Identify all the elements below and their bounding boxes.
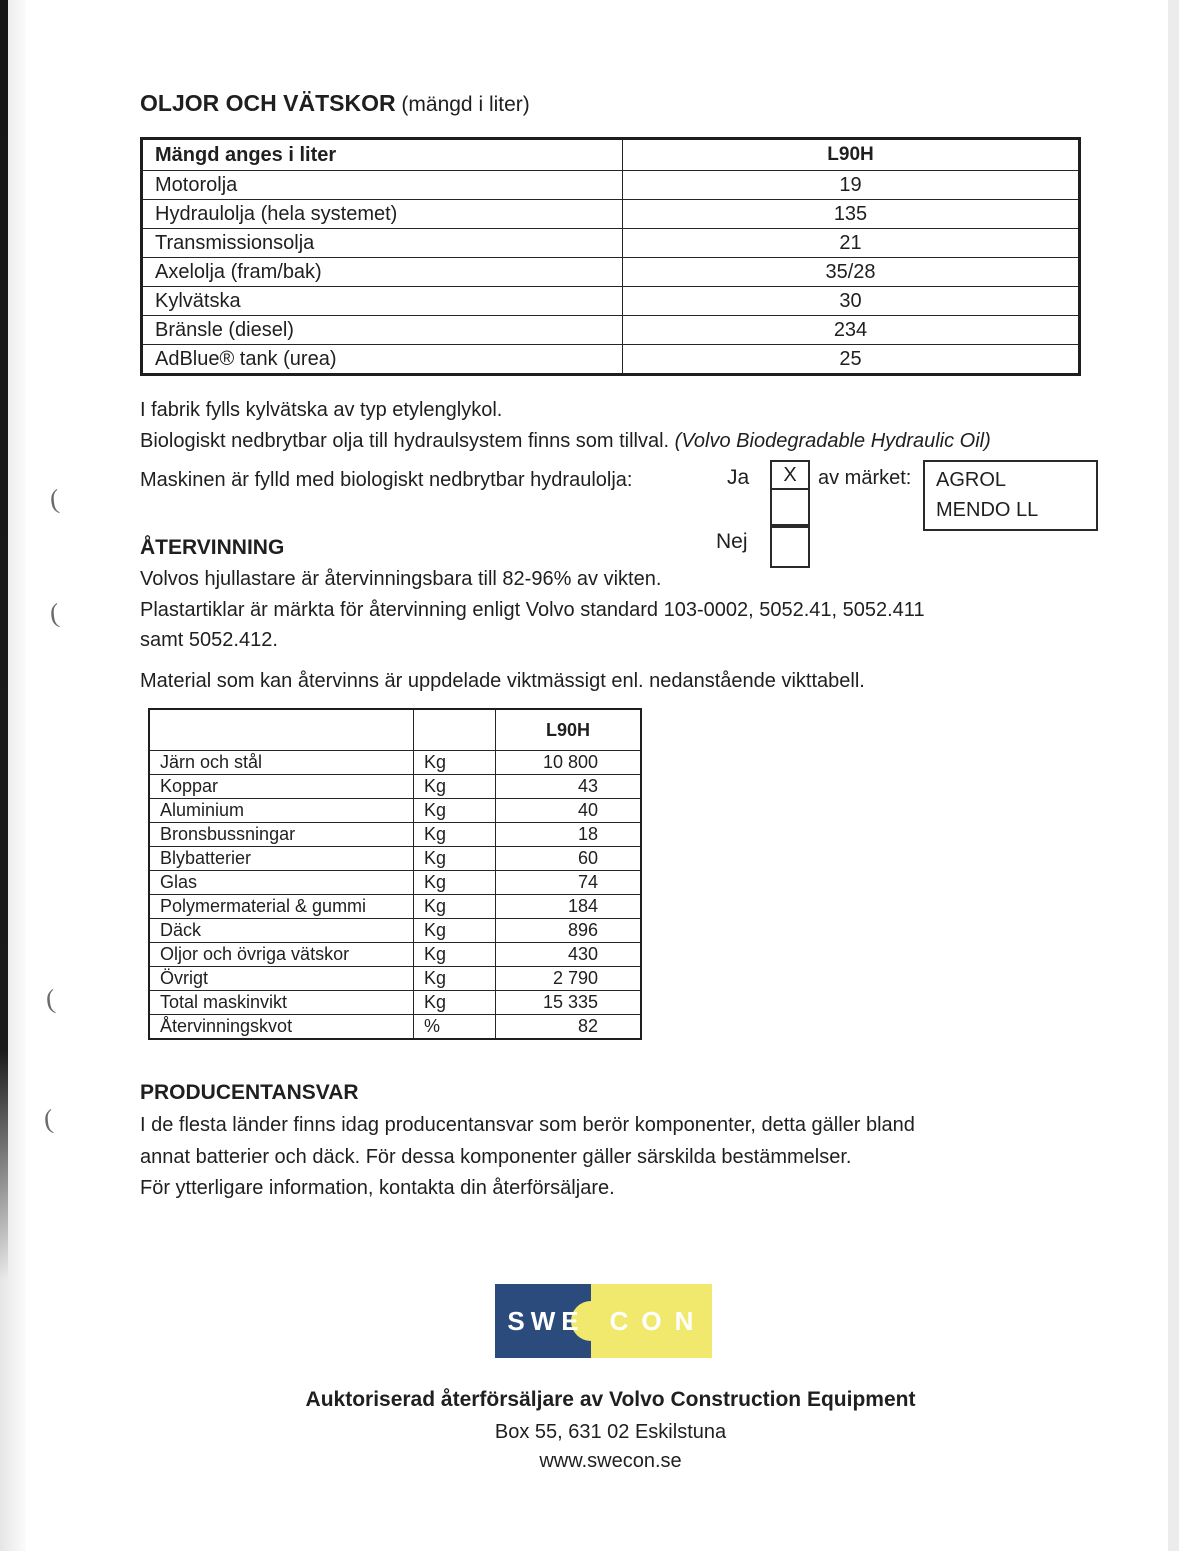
table-row <box>149 895 641 919</box>
material-unit: Kg <box>414 823 496 847</box>
material-value: 18 <box>496 823 642 847</box>
material-value: 60 <box>496 847 642 871</box>
recycling-line: Plastartiklar är märkta för återvinning enligt Volvo standard 103-0002, 5052.41, 5052.411 <box>140 599 925 621</box>
weight-table <box>148 708 642 1040</box>
material-unit: Kg <box>414 871 496 895</box>
fluid-name: Axelolja (fram/bak) <box>142 258 623 287</box>
table-row <box>149 751 641 775</box>
swecon-logo-text-con: CON <box>609 1305 707 1336</box>
fluids-header-label: Mängd anges i liter <box>142 139 623 171</box>
fluid-name: AdBlue® tank (urea) <box>142 345 623 375</box>
material-name: Glas <box>149 871 414 895</box>
table-row <box>142 316 1080 345</box>
material-unit: Kg <box>414 991 496 1015</box>
material-name: Polymermaterial & gummi <box>149 895 414 919</box>
table-row <box>149 847 641 871</box>
brand-label: av märket: <box>818 467 912 489</box>
weight-header-model: L90H <box>496 709 642 751</box>
recycling-heading: ÅTERVINNING <box>140 536 285 559</box>
material-value: 74 <box>496 871 642 895</box>
material-unit: Kg <box>414 775 496 799</box>
fluids-header-model: L90H <box>623 139 1080 171</box>
table-row <box>149 943 641 967</box>
material-unit: % <box>414 1015 496 1040</box>
table-row <box>149 967 641 991</box>
material-unit: Kg <box>414 751 496 775</box>
fluid-name: Motorolja <box>142 171 623 200</box>
recycling-intro-table: Material som kan återvinns är uppdelade viktmässigt enl. nedanstående vikttabell. <box>140 670 865 692</box>
scan-mark: ( <box>42 1103 55 1135</box>
fluid-value: 30 <box>623 287 1080 316</box>
weight-header-empty <box>414 709 496 751</box>
fluid-value: 21 <box>623 229 1080 258</box>
note-biodegradable-italic: (Volvo Biodegradable Hydraulic Oil) <box>674 430 991 452</box>
table-row <box>149 871 641 895</box>
fluid-name: Hydraulolja (hela systemet) <box>142 200 623 229</box>
table-row <box>149 823 641 847</box>
yes-checkbox-x-mark: X <box>772 462 808 490</box>
brand-name-line2: MENDO LL <box>936 499 1039 521</box>
material-value: 10 800 <box>496 751 642 775</box>
producer-heading: PRODUCENTANSVAR <box>140 1081 359 1104</box>
scan-mark: ( <box>48 483 61 515</box>
material-name: Bronsbussningar <box>149 823 414 847</box>
table-row <box>142 345 1080 375</box>
table-row <box>142 258 1080 287</box>
table-row <box>149 709 641 751</box>
fluid-value: 25 <box>623 345 1080 375</box>
note-factory-coolant: I fabrik fylls kylvätska av typ etylenglykol. <box>140 399 503 421</box>
material-name: Järn och stål <box>149 751 414 775</box>
table-row <box>142 200 1080 229</box>
material-value: 2 790 <box>496 967 642 991</box>
material-unit: Kg <box>414 895 496 919</box>
page-title-suffix: (mängd i liter) <box>395 93 530 116</box>
yes-label: Ja <box>727 466 750 489</box>
material-name: Total maskinvikt <box>149 991 414 1015</box>
material-unit: Kg <box>414 799 496 823</box>
producer-line: I de flesta länder finns idag producentansvar som berör komponenter, detta gäller bland <box>140 1114 915 1136</box>
material-name: Aluminium <box>149 799 414 823</box>
address-line: Box 55, 631 02 Eskilstuna <box>494 1421 727 1443</box>
material-name: Oljor och övriga vätskor <box>149 943 414 967</box>
swecon-logo-text-swe: SWE <box>507 1305 585 1336</box>
producer-line: annat batterier och däck. För dessa komponenter gäller särskilda bestämmelser. <box>140 1146 852 1168</box>
swecon-logo-yellow-panel <box>591 1284 712 1358</box>
material-value: 40 <box>496 799 642 823</box>
material-name: Koppar <box>149 775 414 799</box>
material-unit: Kg <box>414 943 496 967</box>
scan-mark: ( <box>44 983 57 1015</box>
table-row <box>142 287 1080 316</box>
dealer-line: Auktoriserad återförsäljare av Volvo Construction Equipment <box>305 1388 916 1411</box>
material-value: 896 <box>496 919 642 943</box>
material-value: 15 335 <box>496 991 642 1015</box>
material-value: 184 <box>496 895 642 919</box>
brand-name-line1: AGROL <box>936 469 1007 491</box>
yes-checkbox <box>770 460 810 526</box>
table-row <box>149 991 641 1015</box>
no-checkbox <box>770 526 810 568</box>
scan-mark: ( <box>48 597 61 629</box>
page-title-main: OLJOR OCH VÄTSKOR <box>140 90 396 116</box>
table-row <box>149 919 641 943</box>
fluid-value: 35/28 <box>623 258 1080 287</box>
table-row <box>149 1015 641 1040</box>
weight-header-empty <box>149 709 414 751</box>
note-biodegradable-text: Biologiskt nedbrytbar olja till hydraulsystem finns som tillval. <box>140 430 675 452</box>
scan-right-edge <box>1168 0 1179 1551</box>
swecon-logo <box>495 1284 712 1358</box>
material-value: 43 <box>496 775 642 799</box>
scan-left-edge <box>0 0 8 1280</box>
material-unit: Kg <box>414 967 496 991</box>
recycling-line: samt 5052.412. <box>140 629 278 651</box>
note-biodegradable <box>140 429 991 453</box>
fluid-value: 135 <box>623 200 1080 229</box>
fluid-value: 19 <box>623 171 1080 200</box>
material-unit: Kg <box>414 919 496 943</box>
material-name: Blybatterier <box>149 847 414 871</box>
page-title <box>140 90 530 117</box>
material-name: Övrigt <box>149 967 414 991</box>
fluid-name: Bränsle (diesel) <box>142 316 623 345</box>
fluid-name: Transmissionsolja <box>142 229 623 258</box>
table-row <box>149 799 641 823</box>
fluid-name: Kylvätska <box>142 287 623 316</box>
brand-box <box>923 460 1098 531</box>
swecon-logo-blue-panel <box>495 1284 591 1358</box>
material-name: Däck <box>149 919 414 943</box>
website-line: www.swecon.se <box>539 1450 682 1472</box>
table-row <box>142 139 1080 171</box>
material-value: 82 <box>496 1015 642 1040</box>
table-row <box>142 171 1080 200</box>
table-row <box>149 775 641 799</box>
no-label: Nej <box>716 530 748 553</box>
material-unit: Kg <box>414 847 496 871</box>
fluids-table <box>140 137 1081 376</box>
material-name: Återvinningskvot <box>149 1015 414 1040</box>
recycling-line: Volvos hjullastare är återvinningsbara till 82-96% av vikten. <box>140 568 662 590</box>
fluid-value: 234 <box>623 316 1080 345</box>
material-value: 430 <box>496 943 642 967</box>
question-bio-filled: Maskinen är fylld med biologiskt nedbrytbar hydraulolja: <box>140 469 633 491</box>
table-row <box>142 229 1080 258</box>
producer-line: För ytterligare information, kontakta din återförsäljare. <box>140 1177 615 1199</box>
